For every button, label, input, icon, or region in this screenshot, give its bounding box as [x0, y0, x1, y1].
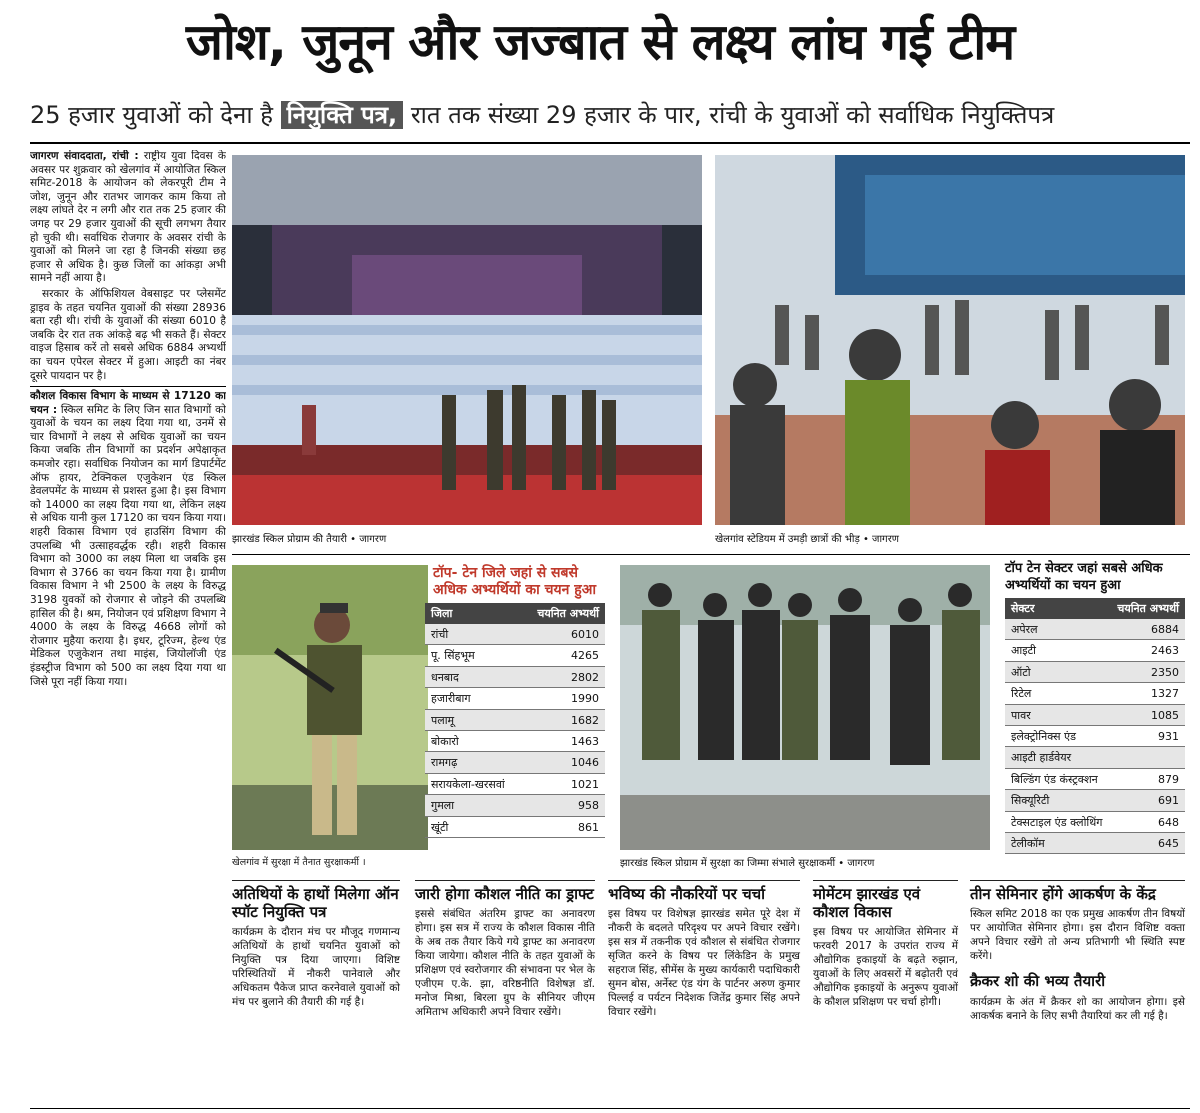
box-seminars-body: स्किल समिट 2018 का एक प्रमुख आकर्षण तीन विषयों पर आयोजित सेमिनार होगा। इस दौरान विशिष्ट वक्ता अपने विचार रखेंगे तो अन्य प्रतिभागी भी स्थिति स्पष्ट करेंगे। [970, 908, 1185, 962]
box-future-jobs [608, 880, 800, 1105]
caption-photo-1: झारखंड स्किल प्रोग्राम की तैयारी • जागरण [232, 534, 387, 545]
district-count-header: चयनित अभ्यर्थी [537, 607, 599, 620]
photo-security-guard [232, 565, 428, 850]
sector-value: 1085 [1151, 708, 1179, 722]
sector-name: टेलीकॉम [1011, 836, 1045, 850]
district-value: 4265 [571, 649, 599, 663]
sector-value: 1327 [1151, 687, 1179, 701]
district-name: गुमला [431, 799, 455, 813]
district-value: 1990 [571, 692, 599, 706]
district-value: 861 [578, 820, 599, 834]
photo-crowd [715, 155, 1185, 525]
sector-value: 2463 [1151, 644, 1179, 658]
box-future-body: इस विषय पर विशेषज्ञ झारखंड समेत पूरे देश में नौकरी के बदलते परिदृश्य पर अपने विचार रखेंगे। इस सत्र में तकनीक एवं कौशल से संबंधित रोजगार सृजित करने के विषय पर लिंकेडिन के प्रमुख सहराज सिंह, सीमेंस के मुख्य कार्यकारी पदाधिकारी सुमन बोस, अर्नेस्ट एंड यंग के पार्टनर अरुण कुमार पिल्लई व पर्यटन निदेशक जितेंद्र कुमार सिंह अपने विचार रखेंगे। [608, 908, 800, 1018]
box-cracker-title: क्रैकर शो की भव्य तैयारी [970, 972, 1106, 990]
box-guests-title: अतिथियों के हाथों मिलेगा ऑन स्पॉट नियुक्ति पत्र [232, 885, 399, 921]
sector-table-title: टॉप टेन सेक्टर जहां सबसे अधिक अभ्यर्थियों का चयन हुआ [1005, 561, 1163, 593]
box-seminars-title: तीन सेमिनार होंगे आकर्षण के केंद्र [970, 885, 1156, 903]
district-name: पलामू [431, 713, 455, 727]
sector-row [1005, 747, 1185, 768]
district-row [425, 710, 605, 731]
headline: जोश, जुनून और जज्बात से लक्ष्य लांघ गई टीम [185, 13, 1015, 71]
box-draft-title: जारी होगा कौशल नीति का ड्राफ्ट [415, 885, 594, 903]
district-name: खूंटी [431, 820, 449, 834]
box-cracker-body: कार्यक्रम के अंत में क्रैकर शो का आयोजन होगा। इसे आकर्षक बनाने के लिए सभी तैयारियां कर ली गई है। [970, 996, 1185, 1022]
sector-value: 2350 [1151, 665, 1179, 679]
box-seminars [970, 880, 1185, 1105]
sector-name: रिटेल [1011, 687, 1032, 701]
district-name: रांची [431, 628, 449, 641]
sector-value: 691 [1158, 794, 1179, 808]
subhead-highlight: नियुक्ति पत्र, [281, 101, 404, 129]
sector-count-header: चयनित अभ्यर्थी [1117, 602, 1179, 615]
district-row [425, 624, 605, 645]
district-row [425, 731, 605, 752]
box-momentum-title: मोमेंटम झारखंड एवं कौशल विकास [813, 885, 921, 921]
sector-value: 931 [1158, 729, 1179, 743]
sector-row [1005, 640, 1185, 661]
sector-value: 6884 [1151, 623, 1179, 636]
district-row [425, 688, 605, 709]
subhead-post: रात तक संख्या 29 हजार के पार, रांची के युवाओं को सर्वाधिक नियुक्तिपत्र [410, 101, 1055, 129]
sector-row [1005, 812, 1185, 833]
sector-row [1005, 619, 1185, 640]
sector-name: सिक्यूरिटी [1011, 794, 1050, 808]
caption-photo-3: खेलगांव में सुरक्षा में तैनात सुरक्षाकर्मी । [232, 857, 366, 868]
sector-name: ऑटो [1011, 665, 1031, 679]
sector-row [1005, 662, 1185, 683]
article-para-2: सरकार के ऑफिशियल वेबसाइट पर प्लेसमेंट ड्राइव के तहत चयनित युवाओं की संख्या 28936 बता रही थी। रांची के युवाओं की संख्या 6010 है जबकि देर रात तक आंकड़े बढ़ भी सकते हैं। सेक्टर वाइज हिसाब करें तो सबसे अधिक 6884 अभ्यर्थी का चयन एपेरल सेक्टर में हुआ। आइटी का नंबर दूसरे पायदान पर है। [30, 287, 226, 382]
district-table-title: टॉप- टेन जिले जहां से सबसे अधिक अभ्यर्थियों का चयन हुआ [433, 565, 597, 598]
article-para-1: राष्ट्रीय युवा दिवस के अवसर पर शुक्रवार को खेलगांव में आयोजित स्किल समिट-2018 के आयोजन को लेकरपूरी टीम ने जोश, जुनून और रातभर जागकर काम किया तो लक्ष्य लांघते देर न लगी और रात तक 25 हजार की जगह पर 29 हजार युवाओं की सूची लगभग तैयार हो चुकी थी। सर्वाधिक रोजगार के अवसर रांची के युवाओं को मिलने जा रहा है जिनकी संख्या छह हजार से अधिक है। कुछ जिलों का आंकड़ा अभी सामने नहीं आया है। [30, 150, 226, 285]
sector-name: इलेक्ट्रोनिक्स एंड [1011, 729, 1077, 743]
district-value: 958 [578, 799, 599, 813]
district-value: 1463 [571, 734, 599, 748]
district-name: बोकारो [431, 734, 459, 748]
sector-name: बिल्डिंग एंड कंस्ट्रक्शन [1011, 772, 1098, 786]
district-name: सरायकेला-खरसवां [431, 777, 505, 791]
box-momentum [813, 880, 958, 1105]
sector-row [1005, 833, 1185, 854]
sector-row [1005, 790, 1185, 811]
district-value: 6010 [571, 628, 599, 641]
top-rule [30, 142, 1190, 144]
sector-table-header [1005, 598, 1185, 619]
sector-row [1005, 769, 1185, 790]
article-para-3: स्किल समिट के लिए जिन सात विभागों को युवाओं के चयन का लक्ष्य दिया गया था, उनमें से चार विभागों ने लक्ष्य से अधिक युवाओं का चयन किया जबकि तीन विभागों का प्रदर्शन अपेक्षाकृत कमजोर रहा। सर्वाधिक नियोजन का मार्ग डिपार्टमेंट ऑफ हायर, टेक्निकल एजुकेशन एंड स्किल डेवलपमेंट के माध्यम से प्रशस्त हुआ है। इस विभाग को 14000 का लक्ष्य दिया गया था, लेकिन लक्ष्य से अधिक यानी कुल 17120 का चयन किया गया। शहरी विकास विभाग एवं हाउसिंग विभाग की उपलब्धि भी उत्साहवर्द्धक रही। शहरी विकास विभाग को 3000 का लक्ष्य मिला था जबकि इस विभाग से 3766 का चयन किया गया है। ग्रामीण विकास विभाग ने भी 2500 के लक्ष्य के विरुद्ध 3198 युवकों को रोजगार से जोड़ने की उपलब्धि हासिल की है। श्रम, नियोजन एवं प्रशिक्षण विभाग ने 4000 के लक्ष्य के विरुद्ध 4668 लोगों को रोजगार मुहैया कराया है। इधर, टूरिज्म, हेल्थ एंड मेडिकल एजुकेशन तथा माइंस, जियोलॉजी एंड इंडस्ट्रीज विभाग को 500 का लक्ष्य दिया गया था जिसे पूरा नहीं किया गया। [30, 403, 226, 688]
district-row [425, 752, 605, 773]
subheadline [30, 95, 1190, 135]
district-row [425, 645, 605, 666]
box-momentum-body: इस विषय पर आयोजित सेमिनार में फरवरी 2017 के उपरांत राज्य में औद्योगिक इकाइयों के बढ़ते रुझान, युवाओं के लिए अवसरों में बढ़ोतरी एवं औद्योगिक इकाइयों के अनुरूप युवाओं के कौशल प्रशिक्षण पर चर्चा होगी। [813, 926, 958, 1008]
box-future-title: भविष्य की नौकरियों पर चर्चा [608, 885, 766, 903]
district-row [425, 795, 605, 816]
sector-table [1005, 560, 1185, 854]
dateline: जागरण संवाददाता, रांची : [30, 150, 139, 162]
sector-col-header: सेक्टर [1011, 602, 1035, 615]
district-value: 2802 [571, 670, 599, 684]
sector-row [1005, 705, 1185, 726]
box-draft-policy [415, 880, 595, 1105]
sector-value: 648 [1158, 815, 1179, 829]
district-value: 1046 [571, 756, 599, 770]
sector-value: 879 [1158, 772, 1179, 786]
district-table [425, 565, 605, 838]
district-name: पू. सिंहभूम [431, 649, 475, 663]
district-value: 1682 [571, 713, 599, 727]
subhead-pre: 25 हजार युवाओं को देना है [30, 101, 273, 129]
sector-value: 645 [1158, 836, 1179, 850]
sector-name: आइटी हार्डवेयर [1011, 751, 1072, 765]
district-row [425, 774, 605, 795]
article-subheading: कौशल विकास विभाग के माध्यम से 17120 का चयन : [30, 390, 226, 416]
article-column [30, 150, 226, 1110]
caption-photo-4: झारखंड स्किल प्रोग्राम में सुरक्षा का जिम्मा संभाले सुरक्षाकर्मी • जागरण [620, 858, 875, 869]
sector-name: टेक्सटाइल एंड क्लोथिंग [1011, 815, 1103, 829]
sector-name: पावर [1011, 708, 1031, 722]
box-guests [232, 880, 400, 1105]
district-row [425, 667, 605, 688]
district-table-header [425, 603, 605, 624]
district-name: रामगढ़ [431, 756, 458, 770]
sector-row [1005, 683, 1185, 704]
mid-rule [232, 554, 1190, 555]
sector-name: आइटी [1011, 644, 1037, 658]
district-value: 1021 [571, 777, 599, 791]
district-row [425, 817, 605, 838]
photo-program-preparation [232, 155, 702, 525]
sector-name: अपेरल [1011, 623, 1038, 636]
box-guests-body: कार्यक्रम के दौरान मंच पर मौजूद गणमान्य अतिथियों के हाथों चयनित युवाओं को नियुक्ति पत्र दिया जाएगा। विशिष्ट परिस्थितियों में नौकरी पानेवाले और अधिकतम पैकेज प्राप्त करनेवाले युवाओं को मंच पर बुलाने की तैयारी की गई है। [232, 926, 400, 1008]
box-draft-body: इससे संबंधित अंतरिम ड्राफ्ट का अनावरण होगा। इस सत्र में राज्य के कौशल विकास नीति के अब तक तैयार किये गये ड्राफ्ट का अनावरण किया जायेगा। कौशल नीति के तहत युवाओं के प्रशिक्षण एवं स्वरोजगार की संभावना पर भेल के एजीएम ए.के. झा, वरिष्ठनीति विशेषज्ञ डॉ. मनोज मिश्रा, बिरला ग्रुप के सीनियर जीएम अमिताभ अधिकारी अपने विचार रखेंगे। [415, 908, 595, 1018]
bottom-rule [30, 1108, 1190, 1109]
sector-row [1005, 726, 1185, 747]
district-col-header: जिला [431, 607, 453, 620]
caption-photo-2: खेलगांव स्टेडियम में उमड़ी छात्रों की भीड़ • जागरण [715, 534, 900, 545]
district-name: हजारीबाग [431, 692, 471, 706]
district-name: धनबाद [431, 670, 459, 684]
photo-security-team [620, 565, 990, 850]
